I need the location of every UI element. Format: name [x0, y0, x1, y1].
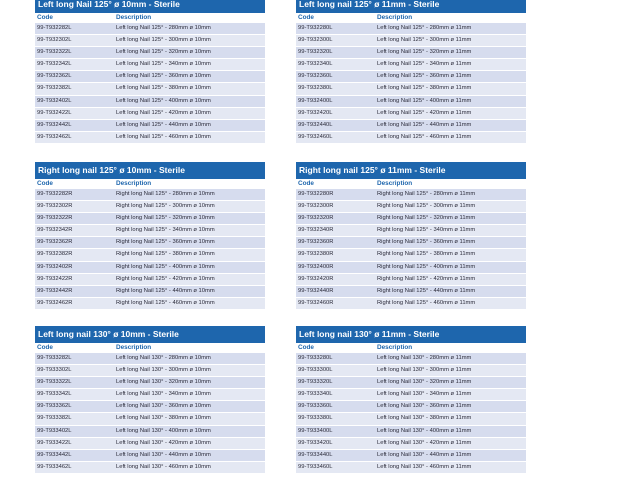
table-row: [35, 286, 265, 298]
code-cell: 99-T933400L: [298, 427, 333, 434]
column-header-code: Code: [298, 14, 314, 21]
description-cell: Left long Nail 130° - 300mm ø 10mm: [116, 367, 211, 374]
table-row: [296, 462, 526, 474]
table-row: [35, 237, 265, 249]
code-cell: 99-T933320L: [298, 379, 333, 386]
description-cell: Right long Nail 125° - 360mm ø 10mm: [116, 239, 215, 246]
description-cell: Left long Nail 130° - 460mm ø 10mm: [116, 463, 211, 470]
code-cell: 99-T933440L: [298, 451, 333, 458]
table-header: [296, 343, 526, 353]
description-cell: Left long Nail 130° - 440mm ø 11mm: [377, 451, 472, 458]
code-cell: 99-T932382L: [37, 85, 72, 92]
table-row: [35, 450, 265, 462]
table-row: [296, 438, 526, 450]
code-cell: 99-T932360R: [298, 239, 334, 246]
column-header-code: Code: [37, 344, 53, 351]
table-row: [296, 47, 526, 59]
description-cell: Left long Nail 125° - 380mm ø 11mm: [377, 85, 472, 92]
table-row: [296, 249, 526, 261]
code-cell: 99-T932462R: [37, 299, 73, 306]
code-cell: 99-T933280L: [298, 355, 333, 361]
column-header-description: Description: [116, 14, 152, 21]
description-cell: Right long Nail 125° - 380mm ø 10mm: [116, 251, 215, 258]
table-row: [296, 189, 526, 201]
code-cell: 99-T932420L: [298, 109, 333, 116]
description-cell: Left long Nail 130° - 360mm ø 10mm: [116, 403, 211, 410]
description-cell: Left long Nail 130° - 380mm ø 10mm: [116, 415, 211, 422]
code-cell: 99-T932302L: [37, 37, 72, 44]
table-left-130-11mm: [296, 326, 526, 474]
description-cell: Left long Nail 130° - 380mm ø 11mm: [377, 415, 472, 422]
code-cell: 99-T933322L: [37, 379, 72, 386]
table-row: [35, 353, 265, 365]
table-row: [296, 389, 526, 401]
description-cell: Left long Nail 125° - 460mm ø 11mm: [377, 133, 472, 140]
code-cell: 99-T932320R: [298, 215, 334, 222]
code-cell: 99-T932382R: [37, 251, 73, 258]
table-left-125-11mm: [296, 0, 526, 144]
description-cell: Right long Nail 125° - 380mm ø 11mm: [377, 251, 476, 258]
code-cell: 99-T933282L: [37, 355, 72, 361]
description-cell: Left long Nail 125° - 360mm ø 10mm: [116, 73, 211, 80]
code-cell: 99-T932460L: [298, 133, 333, 140]
code-cell: 99-T932340R: [298, 227, 334, 234]
table-row: [296, 274, 526, 286]
table-row: [35, 401, 265, 413]
table-title: Left long nail 125° ø 11mm - Sterile: [296, 0, 526, 13]
table-row: [296, 23, 526, 35]
description-cell: Right long Nail 125° - 320mm ø 11mm: [377, 215, 476, 222]
code-cell: 99-T932400L: [298, 97, 333, 104]
column-header-description: Description: [377, 344, 413, 351]
code-cell: 99-T933460L: [298, 463, 333, 470]
description-cell: Left long Nail 125° - 420mm ø 11mm: [377, 109, 472, 116]
code-cell: 99-T932362L: [37, 73, 72, 80]
description-cell: Left long Nail 125° - 460mm ø 10mm: [116, 133, 211, 140]
description-cell: Left long Nail 125° - 440mm ø 11mm: [377, 121, 472, 128]
table-title: Left long nail 130° ø 10mm - Sterile: [35, 326, 265, 343]
table-row: [35, 274, 265, 286]
table-row: [35, 262, 265, 274]
table-header: [296, 13, 526, 23]
code-cell: 99-T933442L: [37, 451, 72, 458]
column-header-description: Description: [116, 180, 152, 187]
code-cell: 99-T932302R: [37, 203, 73, 210]
code-cell: 99-T933300L: [298, 367, 333, 374]
code-cell: 99-T932320L: [298, 49, 333, 56]
table-title: Left long nail 130° ø 11mm - Sterile: [296, 326, 526, 343]
description-cell: Left long Nail 125° - 340mm ø 10mm: [116, 61, 211, 68]
table-title: Right long nail 125° ø 10mm - Sterile: [35, 162, 265, 179]
description-cell: Left long Nail 130° - 440mm ø 10mm: [116, 451, 211, 458]
table-row: [35, 83, 265, 95]
code-cell: 99-T933362L: [37, 403, 72, 410]
code-cell: 99-T932280L: [298, 25, 333, 31]
code-cell: 99-T933340L: [298, 391, 333, 398]
column-header-description: Description: [377, 14, 413, 21]
code-cell: 99-T933382L: [37, 415, 72, 422]
column-header-description: Description: [377, 180, 413, 187]
code-cell: 99-T933422L: [37, 439, 72, 446]
table-row: [35, 201, 265, 213]
code-cell: 99-T932422R: [37, 275, 73, 282]
description-cell: Left long Nail 125° - 400mm ø 10mm: [116, 97, 211, 104]
code-cell: 99-T933402L: [37, 427, 72, 434]
table-right-125-10mm: [35, 162, 265, 310]
description-cell: Left long Nail 125° - 300mm ø 10mm: [116, 37, 211, 44]
description-cell: Right long Nail 125° - 460mm ø 11mm: [377, 299, 476, 306]
description-cell: Left long Nail 125° - 440mm ø 10mm: [116, 121, 211, 128]
description-cell: Right long Nail 125° - 300mm ø 11mm: [377, 203, 476, 210]
description-cell: Left long Nail 130° - 360mm ø 11mm: [377, 403, 472, 410]
table-row: [35, 96, 265, 108]
code-cell: 99-T932422L: [37, 109, 72, 116]
table-header: [35, 343, 265, 353]
description-cell: Left long Nail 130° - 400mm ø 10mm: [116, 427, 211, 434]
column-header-code: Code: [298, 344, 314, 351]
description-cell: Left long Nail 125° - 280mm ø 10mm: [116, 25, 211, 31]
description-cell: Left long Nail 130° - 280mm ø 10mm: [116, 355, 211, 361]
description-cell: Left long Nail 130° - 420mm ø 11mm: [377, 439, 472, 446]
description-cell: Left long Nail 130° - 340mm ø 10mm: [116, 391, 211, 398]
description-cell: Right long Nail 125° - 360mm ø 11mm: [377, 239, 476, 246]
description-cell: Left long Nail 125° - 380mm ø 10mm: [116, 85, 211, 92]
table-row: [35, 225, 265, 237]
code-cell: 99-T933462L: [37, 463, 72, 470]
code-cell: 99-T932380L: [298, 85, 333, 92]
code-cell: 99-T932362R: [37, 239, 73, 246]
table-row: [35, 23, 265, 35]
table-row: [35, 365, 265, 377]
table-title: Left long Nail 125° ø 10mm - Sterile: [35, 0, 265, 13]
code-cell: 99-T932342R: [37, 227, 73, 234]
table-row: [35, 413, 265, 425]
code-cell: 99-T933360L: [298, 403, 333, 410]
table-left-130-10mm: [35, 326, 265, 474]
code-cell: 99-T932282R: [37, 191, 73, 197]
table-header: [35, 13, 265, 23]
description-cell: Right long Nail 125° - 440mm ø 11mm: [377, 287, 476, 294]
table-row: [35, 108, 265, 120]
table-row: [35, 35, 265, 47]
description-cell: Right long Nail 125° - 440mm ø 10mm: [116, 287, 215, 294]
table-right-125-11mm: [296, 162, 526, 310]
description-cell: Right long Nail 125° - 420mm ø 10mm: [116, 275, 215, 282]
description-cell: Left long Nail 125° - 420mm ø 10mm: [116, 109, 211, 116]
table-row: [296, 413, 526, 425]
table-header: [296, 179, 526, 189]
description-cell: Right long Nail 125° - 320mm ø 10mm: [116, 215, 215, 222]
table-row: [296, 286, 526, 298]
code-cell: 99-T932402L: [37, 97, 72, 104]
code-cell: 99-T932442L: [37, 121, 72, 128]
code-cell: 99-T932400R: [298, 263, 334, 270]
table-row: [296, 353, 526, 365]
table-row: [296, 120, 526, 132]
column-header-description: Description: [116, 344, 152, 351]
code-cell: 99-T932462L: [37, 133, 72, 140]
description-cell: Left long Nail 130° - 280mm ø 11mm: [377, 355, 472, 361]
code-cell: 99-T932402R: [37, 263, 73, 270]
table-row: [296, 401, 526, 413]
code-cell: 99-T932420R: [298, 275, 334, 282]
description-cell: Left long Nail 125° - 320mm ø 11mm: [377, 49, 472, 56]
description-cell: Left long Nail 125° - 340mm ø 11mm: [377, 61, 472, 68]
table-left-125-10mm: [35, 0, 265, 144]
table-row: [35, 377, 265, 389]
column-header-code: Code: [37, 14, 53, 21]
table-header: [35, 179, 265, 189]
table-row: [296, 35, 526, 47]
description-cell: Left long Nail 125° - 320mm ø 10mm: [116, 49, 211, 56]
code-cell: 99-T932460R: [298, 299, 334, 306]
code-cell: 99-T932322R: [37, 215, 73, 222]
description-cell: Left long Nail 125° - 400mm ø 11mm: [377, 97, 472, 104]
table-row: [296, 377, 526, 389]
table-row: [296, 298, 526, 310]
table-row: [35, 71, 265, 83]
description-cell: Left long Nail 130° - 400mm ø 11mm: [377, 427, 472, 434]
table-row: [35, 47, 265, 59]
table-row: [296, 83, 526, 95]
description-cell: Left long Nail 130° - 420mm ø 10mm: [116, 439, 211, 446]
description-cell: Right long Nail 125° - 340mm ø 10mm: [116, 227, 215, 234]
table-row: [296, 213, 526, 225]
code-cell: 99-T933342L: [37, 391, 72, 398]
code-cell: 99-T932322L: [37, 49, 72, 56]
description-cell: Left long Nail 130° - 340mm ø 11mm: [377, 391, 472, 398]
table-row: [296, 262, 526, 274]
description-cell: Left long Nail 130° - 320mm ø 10mm: [116, 379, 211, 386]
table-row: [35, 426, 265, 438]
code-cell: 99-T932300R: [298, 203, 334, 210]
table-row: [35, 249, 265, 261]
description-cell: Left long Nail 125° - 360mm ø 11mm: [377, 73, 472, 80]
description-cell: Right long Nail 125° - 400mm ø 10mm: [116, 263, 215, 270]
table-row: [296, 59, 526, 71]
description-cell: Right long Nail 125° - 400mm ø 11mm: [377, 263, 476, 270]
table-row: [296, 365, 526, 377]
table-row: [296, 96, 526, 108]
description-cell: Right long Nail 125° - 340mm ø 11mm: [377, 227, 476, 234]
description-cell: Right long Nail 125° - 460mm ø 10mm: [116, 299, 215, 306]
description-cell: Left long Nail 130° - 300mm ø 11mm: [377, 367, 472, 374]
description-cell: Left long Nail 125° - 280mm ø 11mm: [377, 25, 472, 31]
description-cell: Left long Nail 130° - 320mm ø 11mm: [377, 379, 472, 386]
table-row: [296, 71, 526, 83]
table-row: [35, 438, 265, 450]
table-row: [35, 59, 265, 71]
table-row: [35, 189, 265, 201]
description-cell: Left long Nail 125° - 300mm ø 11mm: [377, 37, 472, 44]
column-header-code: Code: [298, 180, 314, 187]
table-row: [35, 462, 265, 474]
column-header-code: Code: [37, 180, 53, 187]
code-cell: 99-T933302L: [37, 367, 72, 374]
table-row: [296, 225, 526, 237]
table-row: [296, 201, 526, 213]
table-row: [35, 389, 265, 401]
code-cell: 99-T932442R: [37, 287, 73, 294]
code-cell: 99-T932440L: [298, 121, 333, 128]
table-row: [35, 132, 265, 144]
code-cell: 99-T932380R: [298, 251, 334, 258]
description-cell: Right long Nail 125° - 300mm ø 10mm: [116, 203, 215, 210]
description-cell: Right long Nail 125° - 280mm ø 10mm: [116, 191, 215, 197]
code-cell: 99-T933380L: [298, 415, 333, 422]
code-cell: 99-T932300L: [298, 37, 333, 44]
description-cell: Right long Nail 125° - 280mm ø 11mm: [377, 191, 476, 197]
description-cell: Left long Nail 130° - 460mm ø 11mm: [377, 463, 472, 470]
table-row: [296, 237, 526, 249]
table-title: Right long nail 125° ø 11mm - Sterile: [296, 162, 526, 179]
table-row: [35, 120, 265, 132]
description-cell: Right long Nail 125° - 420mm ø 11mm: [377, 275, 476, 282]
table-row: [296, 132, 526, 144]
table-row: [296, 450, 526, 462]
code-cell: 99-T932342L: [37, 61, 72, 68]
code-cell: 99-T932282L: [37, 25, 72, 31]
code-cell: 99-T933420L: [298, 439, 333, 446]
table-row: [296, 426, 526, 438]
table-row: [296, 108, 526, 120]
code-cell: 99-T932280R: [298, 191, 334, 197]
table-row: [35, 213, 265, 225]
code-cell: 99-T932360L: [298, 73, 333, 80]
code-cell: 99-T932340L: [298, 61, 333, 68]
table-row: [35, 298, 265, 310]
code-cell: 99-T932440R: [298, 287, 334, 294]
